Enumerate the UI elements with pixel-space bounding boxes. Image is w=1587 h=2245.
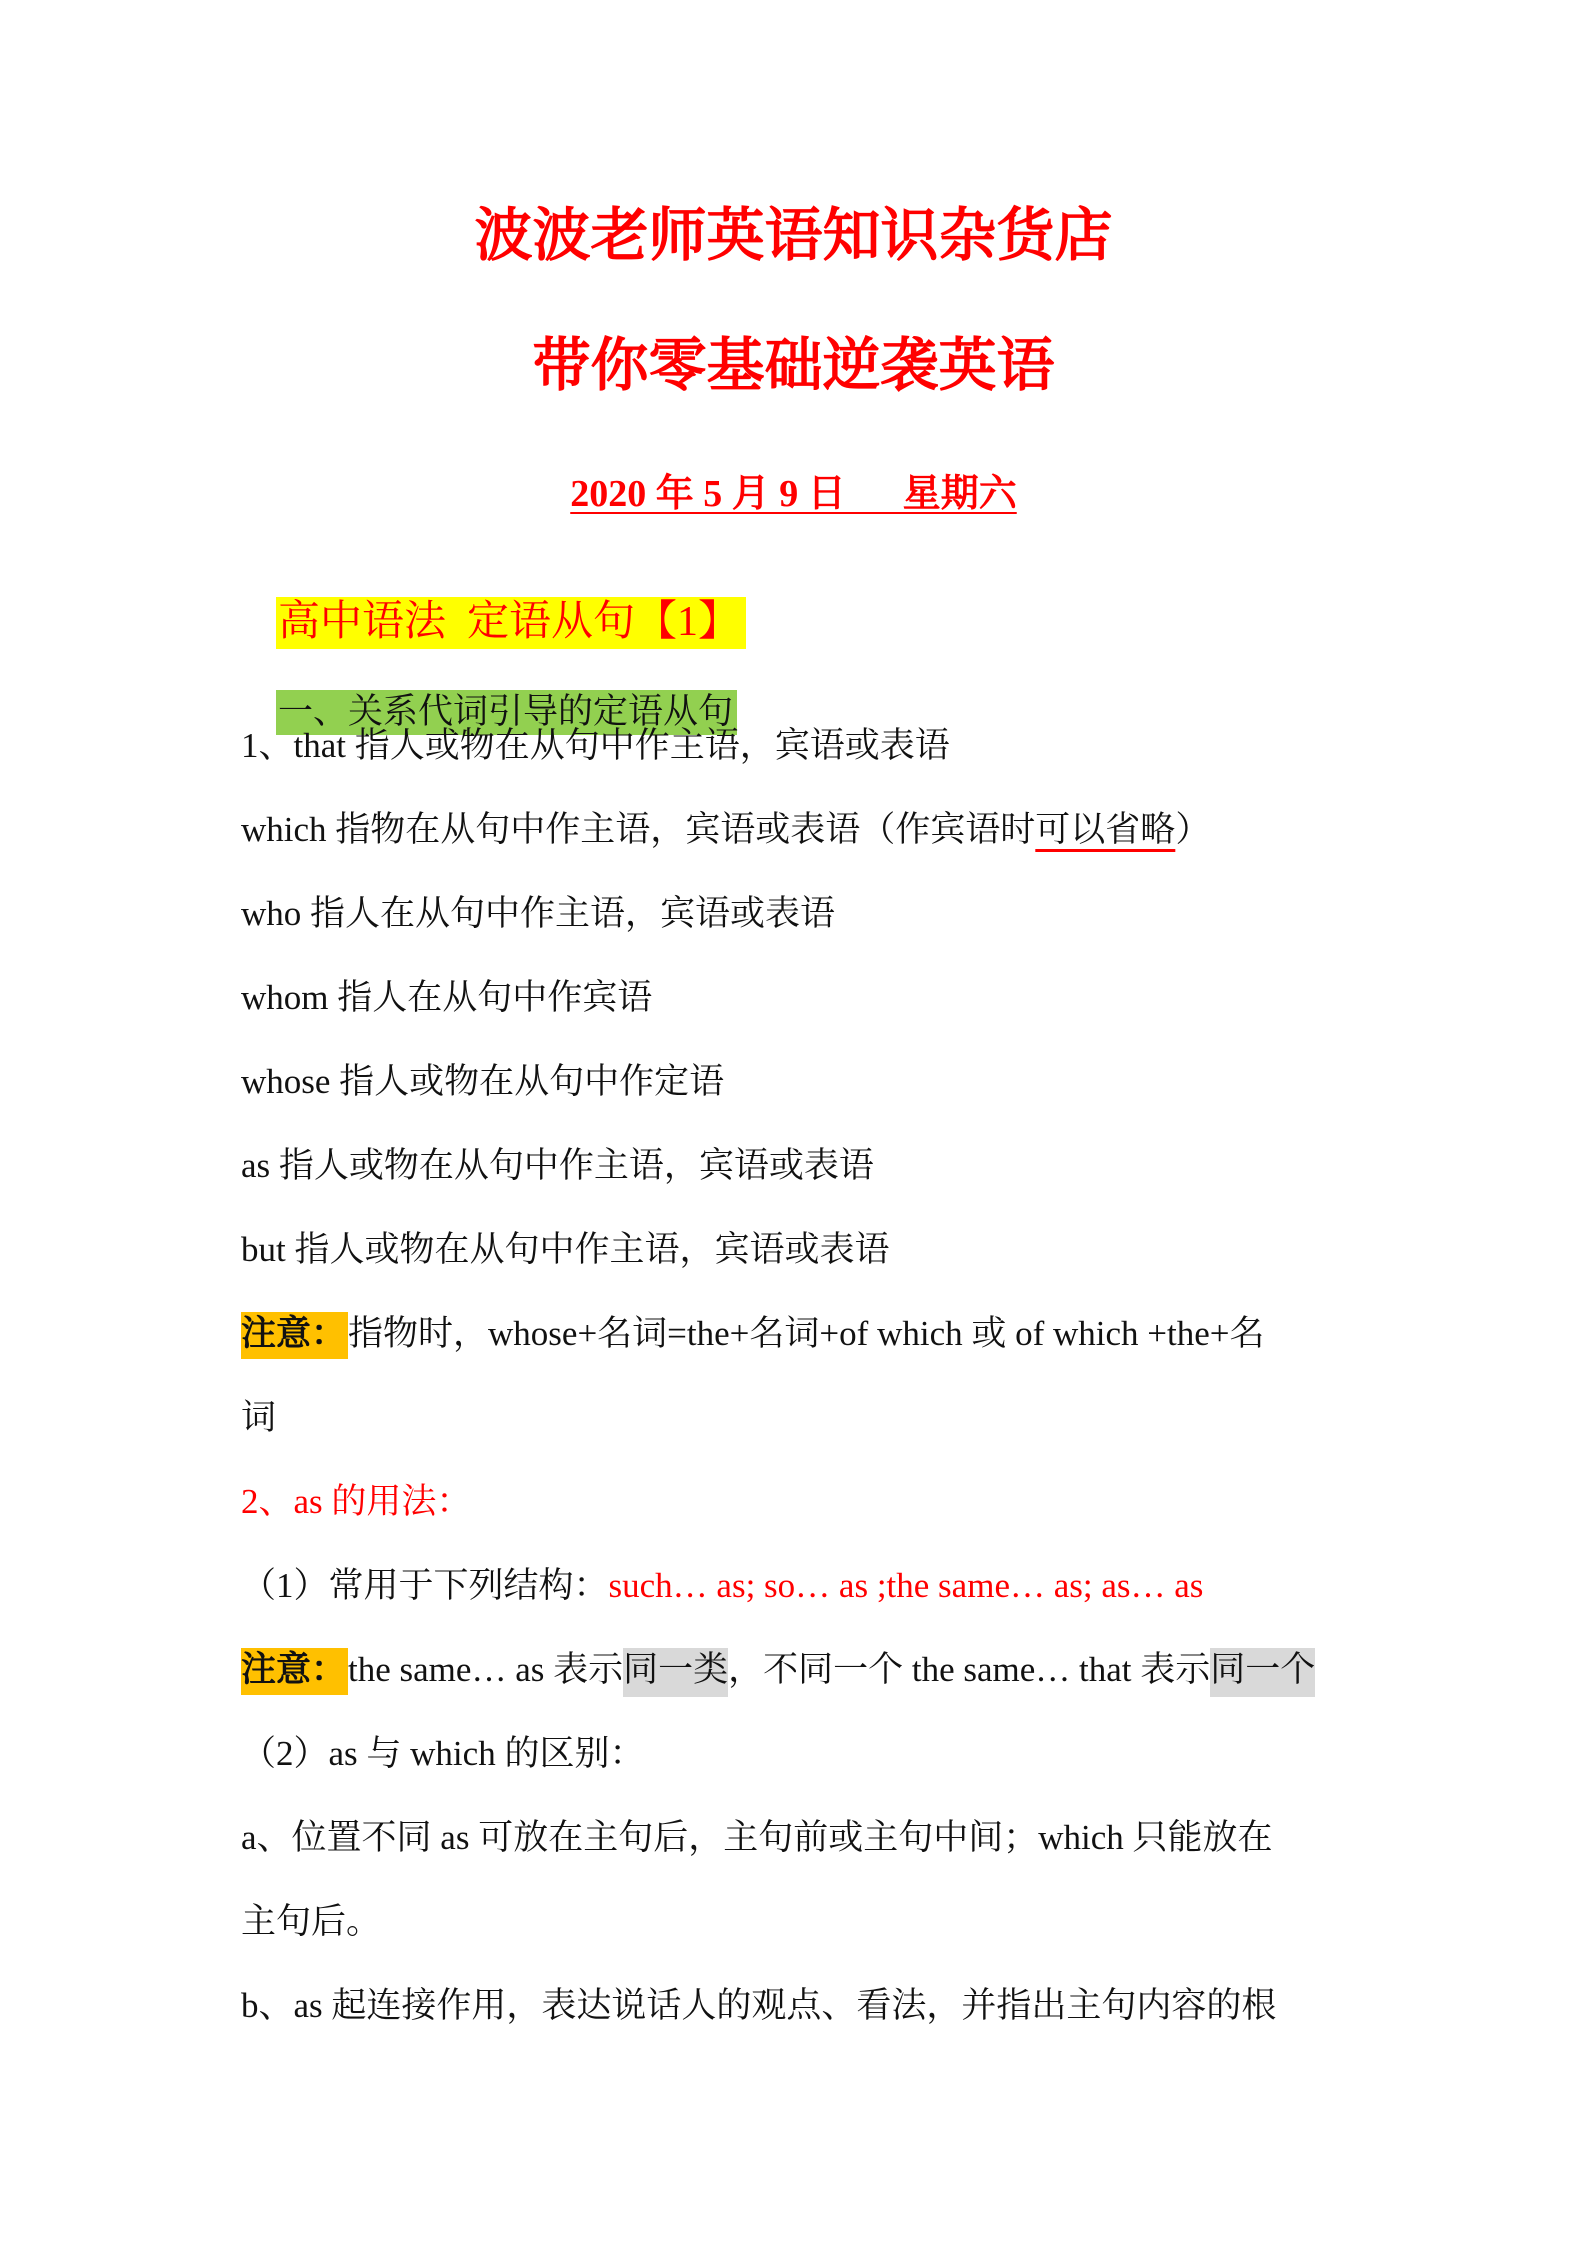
line-who: who 指人在从句中作主语，宾语或表语 bbox=[241, 894, 836, 933]
note-2-label: 注意： bbox=[241, 1648, 348, 1695]
structure-line-a: （1）常用于下列结构： bbox=[241, 1566, 609, 1605]
line-which-underlined: 可以省略 bbox=[1035, 810, 1176, 849]
section-heading-1-text: 一、关系代词引导的定语从句 bbox=[276, 690, 737, 735]
note-2-highlight-2: 同一个 bbox=[1210, 1648, 1315, 1697]
title-line-2: 带你零基础逆袭英语 bbox=[532, 331, 1055, 399]
difference-heading: （2）as 与 which 的区别： bbox=[241, 1734, 645, 1773]
point-b-line-1: b、as 起连接作用，表达说话人的观点、看法，并指出主句内容的根 bbox=[241, 1986, 1277, 2025]
note-2-a: the same… as 表示 bbox=[348, 1650, 624, 1689]
line-that: 1、that 指人或物在从句中作主语，宾语或表语 bbox=[241, 726, 950, 765]
note-1-label: 注意： bbox=[241, 1312, 348, 1359]
as-usage-heading: 2、as 的用法： bbox=[241, 1482, 472, 1521]
line-which-c: ） bbox=[1175, 810, 1211, 849]
note-1-text: 指物时，whose+名词=the+名词+of which 或 of which +the+名 bbox=[348, 1314, 1265, 1353]
point-a-line-1: a、位置不同 as 可放在主句后，主句前或主句中间；which 只能放在 bbox=[241, 1818, 1273, 1857]
note-1-continued: 词 bbox=[241, 1398, 277, 1437]
lesson-heading-text: 高中语法 定语从句【1】 bbox=[276, 597, 746, 649]
title-line-1: 波波老师英语知识杂货店 bbox=[474, 201, 1113, 269]
note-2 bbox=[241, 1646, 1315, 1694]
line-whose: whose 指人或物在从句中作定语 bbox=[241, 1062, 725, 1101]
note-2-highlight-1: 同一类 bbox=[623, 1648, 728, 1697]
structure-line bbox=[241, 1562, 1203, 1610]
date-line: 2020 年 5 月 9 日 星期六 bbox=[570, 473, 1017, 515]
line-whom: whom 指人在从句中作宾语 bbox=[241, 978, 653, 1017]
structure-line-b: such… as; so… as ;the same… as; as… as bbox=[608, 1566, 1204, 1605]
line-but: but 指人或物在从句中作主语，宾语或表语 bbox=[241, 1230, 890, 1269]
line-which bbox=[241, 806, 1210, 854]
point-a-line-2: 主句后。 bbox=[241, 1902, 382, 1941]
line-as: as 指人或物在从句中作主语，宾语或表语 bbox=[241, 1146, 874, 1185]
note-2-c: ，不同一个 the same… that 表示 bbox=[728, 1650, 1211, 1689]
note-1 bbox=[241, 1310, 1265, 1358]
line-which-a: which 指物在从句中作主语，宾语或表语（作宾语时 bbox=[241, 810, 1036, 849]
